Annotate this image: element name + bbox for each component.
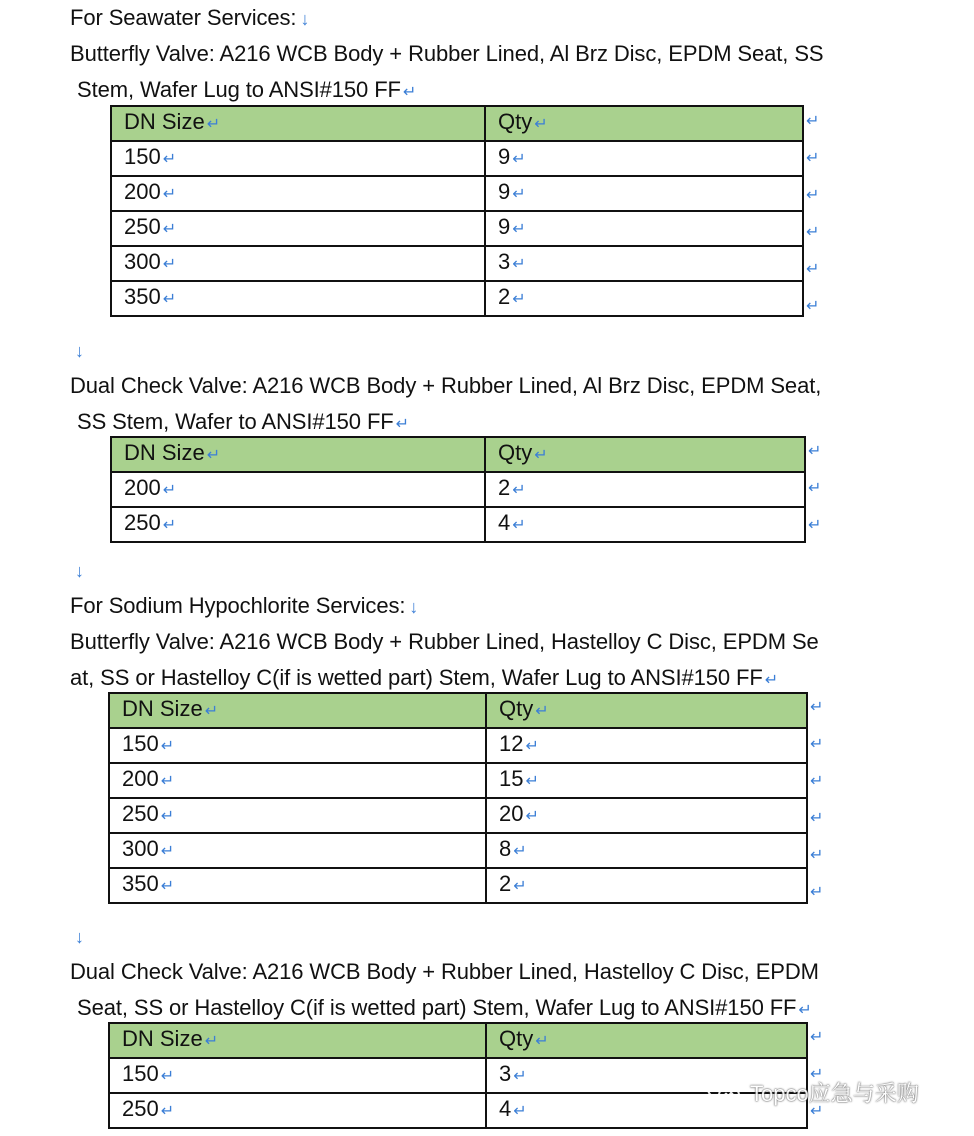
cell-text: 9: [498, 179, 511, 204]
row-end-return-mark: ↵: [810, 1029, 824, 1046]
row-end-return-mark: ↵: [810, 810, 824, 827]
row-end-return-mark: ↵: [810, 1103, 824, 1120]
cell-text: 12: [499, 731, 524, 756]
table-row: [111, 246, 803, 281]
return-mark: ↵: [512, 482, 526, 499]
cell-text: DN Size: [122, 1026, 203, 1051]
down-arrow-mark: ↓: [75, 561, 84, 581]
cell-dn-size: [111, 176, 485, 211]
return-mark: ↵: [162, 517, 177, 534]
row-end-return-mark: ↵: [810, 773, 824, 790]
header-dn-size: [109, 693, 486, 728]
cell-dn-size: [111, 507, 485, 542]
row-end-return-mark: ↵: [810, 736, 824, 753]
cell-qty: [486, 868, 807, 903]
row-end-return-mark: ↵: [806, 150, 820, 167]
cell-text: 9: [498, 214, 511, 239]
cell-dn-size: [109, 1058, 486, 1093]
return-mark: ↵: [162, 186, 177, 203]
row-end-return-mark: ↵: [810, 699, 824, 716]
return-mark: ↵: [162, 256, 177, 273]
cell-text: 20: [499, 801, 524, 826]
cell-text: 200: [122, 766, 159, 791]
row-end-return-mark: ↵: [806, 298, 820, 315]
table-seawater-butterfly: [110, 105, 804, 317]
header-qty: [486, 1023, 807, 1058]
cell-dn-size: [109, 798, 486, 833]
cell-qty: [485, 472, 805, 507]
table-row: [111, 141, 803, 176]
table-seawater-dual-check: [110, 436, 806, 543]
cell-dn-size: [111, 141, 485, 176]
return-mark: ↵: [162, 221, 177, 238]
cell-dn-size: [109, 868, 486, 903]
cell-text: Qty: [498, 440, 533, 465]
header-dn-size: [111, 437, 485, 472]
return-mark: ↵: [204, 703, 219, 720]
cell-text: Qty: [499, 1026, 534, 1051]
cell-text: Qty: [498, 109, 533, 134]
row-end-return-mark: ↵: [808, 480, 822, 497]
hypo-bfv-desc-1: Butterfly Valve: A216 WCB Body + Rubber Lined, Hastelloy C Disc, EPDM Se: [70, 629, 819, 654]
cell-text: DN Size: [124, 109, 205, 134]
cell-qty: [486, 728, 807, 763]
cell-text: 4: [498, 510, 511, 535]
return-mark: ↵: [525, 773, 539, 790]
seawater-bfv-desc-1: Butterfly Valve: A216 WCB Body + Rubber Lined, Al Brz Disc, EPDM Seat, SS: [70, 41, 824, 66]
cell-qty: [486, 798, 807, 833]
cell-qty: [485, 176, 803, 211]
return-mark: ↵: [525, 808, 539, 825]
return-mark: ↵: [764, 672, 779, 689]
table-row: [109, 728, 807, 763]
cell-text: 200: [124, 179, 161, 204]
return-mark: ↵: [513, 843, 527, 860]
return-mark: ↵: [160, 843, 175, 860]
cell-dn-size: [109, 1093, 486, 1128]
return-mark: ↵: [206, 447, 221, 464]
cell-dn-size: [111, 246, 485, 281]
down-arrow-mark: ↓: [75, 341, 84, 361]
hypo-bfv-desc-2: at, SS or Hastelloy C(if is wetted part) Stem, Wafer Lug to ANSI#150 FF ↵: [70, 665, 779, 690]
row-end-return-mark: ↵: [808, 517, 822, 534]
cell-text: 9: [498, 144, 511, 169]
seawater-bfv-desc-2: Stem, Wafer Lug to ANSI#150 FF ↵: [77, 77, 417, 102]
cell-qty: [485, 507, 805, 542]
cell-text: 2: [499, 871, 512, 896]
row-end-return-mark: ↵: [810, 847, 824, 864]
return-mark: ↵: [162, 151, 177, 168]
hypo-heading: For Sodium Hypochlorite Services: ↓: [70, 593, 419, 618]
return-mark: ↵: [512, 186, 526, 203]
row-end-return-mark: ↵: [806, 113, 820, 130]
cell-qty: [486, 833, 807, 868]
table-hypo-butterfly: [108, 692, 808, 904]
table-row: [109, 1093, 807, 1128]
cell-qty: [485, 246, 803, 281]
return-mark: ↵: [395, 416, 409, 433]
cell-text: 350: [124, 284, 161, 309]
table-row: [109, 798, 807, 833]
cell-text: 250: [122, 1096, 159, 1121]
cell-text: 2: [498, 284, 511, 309]
return-mark: ↵: [513, 1068, 527, 1085]
down-arrow-mark: ↓: [409, 597, 419, 617]
hypo-dcv-desc-2: Seat, SS or Hastelloy C(if is wetted part) Stem, Wafer Lug to ANSI#150 FF ↵: [77, 995, 812, 1020]
return-mark: ↵: [160, 808, 175, 825]
cell-text: 250: [124, 510, 161, 535]
cell-text: 150: [122, 731, 159, 756]
cell-text: 15: [499, 766, 524, 791]
cell-dn-size: [109, 728, 486, 763]
table-row: [111, 472, 805, 507]
hypo-dcv-desc-1: Dual Check Valve: A216 WCB Body + Rubber Lined, Hastelloy C Disc, EPDM: [70, 959, 819, 984]
return-mark: ↵: [512, 517, 526, 534]
row-end-return-mark: ↵: [810, 1066, 824, 1083]
return-mark: ↵: [535, 703, 549, 720]
watermark-text: Topco应急与采购: [750, 1080, 919, 1106]
seawater-heading: For Seawater Services: ↓: [70, 5, 310, 30]
row-end-return-mark: ↵: [806, 224, 820, 241]
cell-text: 150: [124, 144, 161, 169]
table-hypo-dual-check: [108, 1022, 808, 1129]
down-arrow-mark: ↓: [75, 927, 84, 947]
cell-text: 3: [499, 1061, 512, 1086]
return-mark: ↵: [513, 1103, 527, 1120]
cell-text: 4: [499, 1096, 512, 1121]
cell-text: 200: [124, 475, 161, 500]
header-qty: [485, 437, 805, 472]
return-mark: ↵: [512, 151, 526, 168]
cell-text: 250: [122, 801, 159, 826]
return-mark: ↵: [402, 84, 417, 101]
return-mark: ↵: [160, 1103, 175, 1120]
table-row: [109, 833, 807, 868]
return-mark: ↵: [160, 738, 175, 755]
cell-dn-size: [111, 472, 485, 507]
cell-text: Qty: [499, 696, 534, 721]
return-mark: ↵: [512, 291, 526, 308]
header-qty: [485, 106, 803, 141]
return-mark: ↵: [160, 1068, 175, 1085]
cell-qty: [485, 281, 803, 316]
return-mark: ↵: [525, 738, 539, 755]
return-mark: ↵: [512, 256, 526, 273]
header-dn-size: [109, 1023, 486, 1058]
return-mark: ↵: [534, 447, 548, 464]
table-header-row: [109, 693, 807, 728]
row-end-return-mark: ↵: [810, 884, 824, 901]
cell-dn-size: [109, 833, 486, 868]
cell-text: 350: [122, 871, 159, 896]
header-dn-size: [111, 106, 485, 141]
cell-text: DN Size: [124, 440, 205, 465]
table-header-row: [111, 437, 805, 472]
return-mark: ↵: [162, 482, 177, 499]
cell-dn-size: [111, 211, 485, 246]
table-row: [111, 211, 803, 246]
row-end-return-mark: ↵: [806, 187, 820, 204]
header-qty: [486, 693, 807, 728]
table-row: [109, 763, 807, 798]
cell-text: 250: [124, 214, 161, 239]
cell-qty: [485, 211, 803, 246]
cell-text: 8: [499, 836, 512, 861]
table-row: [109, 1058, 807, 1093]
return-mark: ↵: [160, 773, 175, 790]
return-mark: ↵: [513, 878, 527, 895]
seawater-dcv-desc-2: SS Stem, Wafer to ANSI#150 FF ↵: [77, 409, 409, 434]
return-mark: ↵: [160, 878, 175, 895]
wechat-icon: [706, 1077, 742, 1107]
row-end-return-mark: ↵: [808, 443, 822, 460]
cell-qty: [486, 763, 807, 798]
table-row: [111, 281, 803, 316]
row-end-return-mark: ↵: [806, 261, 820, 278]
table-header-row: [109, 1023, 807, 1058]
cell-dn-size: [109, 763, 486, 798]
table-row: [109, 868, 807, 903]
cell-text: 2: [498, 475, 511, 500]
table-row: [111, 507, 805, 542]
cell-text: 300: [124, 249, 161, 274]
cell-text: 300: [122, 836, 159, 861]
return-mark: ↵: [512, 221, 526, 238]
return-mark: ↵: [204, 1033, 219, 1050]
seawater-dcv-desc-1: Dual Check Valve: A216 WCB Body + Rubber Lined, Al Brz Disc, EPDM Seat,: [70, 373, 822, 398]
cell-text: DN Size: [122, 696, 203, 721]
cell-dn-size: [111, 281, 485, 316]
down-arrow-mark: ↓: [300, 9, 310, 29]
return-mark: ↵: [534, 116, 548, 133]
cell-text: 150: [122, 1061, 159, 1086]
return-mark: ↵: [162, 291, 177, 308]
table-header-row: [111, 106, 803, 141]
return-mark: ↵: [798, 1002, 812, 1019]
return-mark: ↵: [206, 116, 221, 133]
table-row: [111, 176, 803, 211]
return-mark: ↵: [535, 1033, 549, 1050]
cell-text: 3: [498, 249, 511, 274]
cell-qty: [485, 141, 803, 176]
